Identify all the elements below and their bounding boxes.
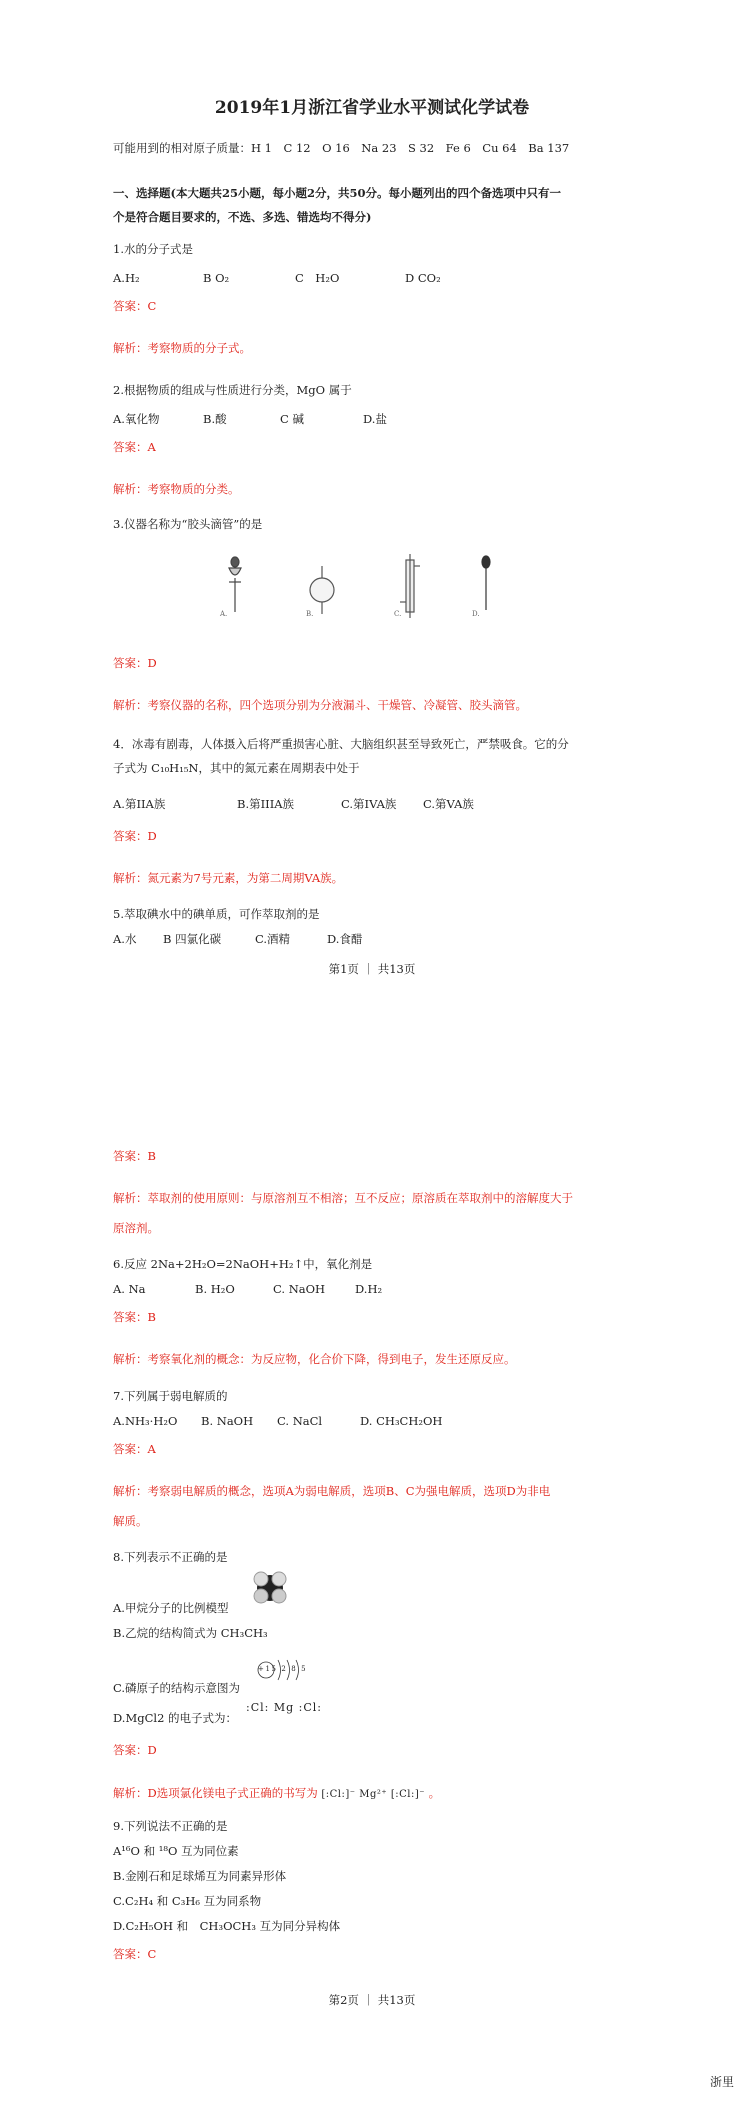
q3-answer: 答案：D — [113, 656, 157, 670]
page-title: 2019年1月浙江省学业水平测试化学试卷 — [214, 98, 530, 118]
condenser-icon — [400, 554, 420, 618]
phosphorus-diagram-text: +15 2 8 5 — [258, 1665, 308, 1673]
q6-answer: 答案：B — [113, 1310, 156, 1324]
q2-analysis: 解析：考察物质的分类。 — [113, 482, 240, 496]
q4-stem-line1: 4．冰毒有剧毒，人体摄入后将严重损害心脏、大脑组织甚至导致死亡，严禁吸食。它的分 — [113, 737, 569, 751]
q5-analysis-line2: 原溶剂。 — [113, 1221, 159, 1235]
q9-option-a: A¹⁶O 和 ¹⁸O 互为同位素 — [113, 1844, 239, 1858]
q1-option-d: D CO₂ — [405, 271, 441, 285]
q2-option-d: D.盐 — [363, 412, 387, 426]
q6-option-a: A. Na — [113, 1282, 146, 1296]
q9-stem: 9.下列说法不正确的是 — [113, 1819, 228, 1833]
q8-analysis — [113, 1785, 440, 1803]
q3-label-b: B. — [306, 610, 314, 618]
drying-tube-icon — [310, 566, 334, 614]
q4-option-a: A.第IIA族 — [113, 797, 166, 811]
q8-analysis-end: 。 — [428, 1786, 441, 1800]
q5-option-c: C.酒精 — [255, 932, 291, 946]
q8-option-b: B.乙烷的结构简式为 CH₃CH₃ — [113, 1626, 268, 1640]
q7-option-c: C. NaCl — [277, 1414, 323, 1428]
q5-analysis-line1: 解析：萃取剂的使用原则：与原溶剂互不相溶；互不反应；原溶质在萃取剂中的溶解度大于 — [113, 1191, 573, 1205]
q2-option-b: B.酸 — [203, 412, 227, 426]
q6-option-d: D.H₂ — [355, 1282, 383, 1296]
q4-option-c: C.第IVA族 — [341, 797, 397, 811]
q7-analysis-line2: 解质。 — [113, 1514, 148, 1528]
q1-option-c: C H₂O — [295, 271, 340, 285]
atomic-masses: 可能用到的相对原子质量：H 1 C 12 O 16 Na 23 S 32 Fe 6 Cu 64 Ba 137 — [113, 141, 570, 155]
mgcl2-electron-formula: :Cl: Mg :Cl: — [246, 1701, 322, 1714]
q9-option-c: C.C₂H₄ 和 C₃H₆ 互为同系物 — [113, 1894, 262, 1908]
q6-stem: 6.反应 2Na+2H₂O=2NaOH+H₂↑中，氧化剂是 — [113, 1257, 373, 1271]
q8-analysis-text: 解析：D选项氯化镁电子式正确的书写为 — [113, 1786, 318, 1800]
q9-answer: 答案：C — [113, 1947, 157, 1961]
q7-answer: 答案：A — [113, 1442, 156, 1456]
mgcl2-correct-formula: [:Cl:]⁻ Mg²⁺ [:Cl:]⁻ — [321, 1789, 425, 1800]
q3-label-d: D. — [472, 610, 480, 618]
q9-option-d: D.C₂H₅OH 和 CH₃OCH₃ 互为同分异构体 — [113, 1919, 341, 1933]
q4-option-d: C.第VA族 — [423, 797, 474, 811]
q3-label-c: C. — [394, 610, 402, 618]
q3-label-a: A. — [220, 610, 228, 618]
q8-option-d: D.MgCl2 的电子式为： — [113, 1711, 238, 1725]
q7-analysis-line1: 解析：考察弱电解质的概念，选项A为弱电解质，选项B、C为强电解质，选项D为非电 — [113, 1484, 551, 1498]
page-footer-1: 第1页 ｜ 共13页 — [328, 962, 416, 976]
page-footer-2: 第2页 ｜ 共13页 — [328, 1993, 416, 2007]
q3-stem: 3.仪器名称为“胶头滴管”的是 — [113, 517, 263, 531]
section-heading-line2: 个是符合题目要求的，不选、多选、错选均不得分) — [113, 210, 372, 224]
q7-option-b: B. NaOH — [201, 1414, 254, 1428]
q7-option-a: A.NH₃·H₂O — [113, 1414, 178, 1428]
q1-option-b: B O₂ — [203, 271, 230, 285]
q1-analysis: 解析：考察物质的分子式。 — [113, 341, 251, 355]
q2-option-a: A.氧化物 — [113, 412, 160, 426]
q5-option-a: A.水 — [113, 932, 137, 946]
q5-option-b: B 四氯化碳 — [163, 932, 222, 946]
q4-analysis: 解析：氮元素为7号元素，为第二周期VA族。 — [113, 871, 344, 885]
methane-model-icon — [250, 1568, 290, 1606]
q6-option-c: C. NaOH — [273, 1282, 326, 1296]
q8-option-c: C.磷原子的结构示意图为 — [113, 1681, 241, 1695]
q6-option-b: B. H₂O — [195, 1282, 235, 1296]
q4-answer: 答案：D — [113, 829, 157, 843]
q8-answer: 答案：D — [113, 1743, 157, 1757]
q1-stem: 1.水的分子式是 — [113, 242, 193, 256]
q3-instruments-figure — [210, 552, 530, 624]
q1-answer: 答案：C — [113, 299, 157, 313]
q2-answer: 答案：A — [113, 440, 156, 454]
q9-option-b: B.金刚石和足球烯互为同素异形体 — [113, 1869, 287, 1883]
q4-stem-line2: 子式为 C₁₀H₁₅N，其中的氮元素在周期表中处于 — [113, 761, 360, 775]
q2-stem: 2.根据物质的组成与性质进行分类，MgO 属于 — [113, 383, 352, 397]
q6-analysis: 解析：考察氧化剂的概念：为反应物，化合价下降，得到电子，发生还原反应。 — [113, 1352, 516, 1366]
q8-option-a: A.甲烷分子的比例模型 — [113, 1601, 229, 1615]
q1-option-a: A.H₂ — [113, 271, 140, 285]
q5-option-d: D.食醋 — [327, 932, 363, 946]
q8-stem: 8.下列表示不正确的是 — [113, 1550, 228, 1564]
q7-option-d: D. CH₃CH₂OH — [360, 1414, 443, 1428]
q3-analysis: 解析：考察仪器的名称，四个选项分别为分液漏斗、干燥管、冷凝管、胶头滴管。 — [113, 698, 527, 712]
q2-option-c: C 碱 — [280, 412, 304, 426]
corner-watermark: 浙里 — [709, 2075, 734, 2089]
separatory-funnel-icon — [229, 557, 241, 612]
q7-stem: 7.下列属于弱电解质的 — [113, 1389, 228, 1403]
q5-answer: 答案：B — [113, 1149, 156, 1163]
q4-option-b: B.第IIIA族 — [237, 797, 295, 811]
dropper-icon — [482, 556, 490, 610]
section-heading-line1: 一、选择题(本大题共25小题，每小题2分，共50分。每小题列出的四个备选项中只有一 — [113, 186, 561, 200]
q5-stem: 5.萃取碘水中的碘单质，可作萃取剂的是 — [113, 907, 320, 921]
